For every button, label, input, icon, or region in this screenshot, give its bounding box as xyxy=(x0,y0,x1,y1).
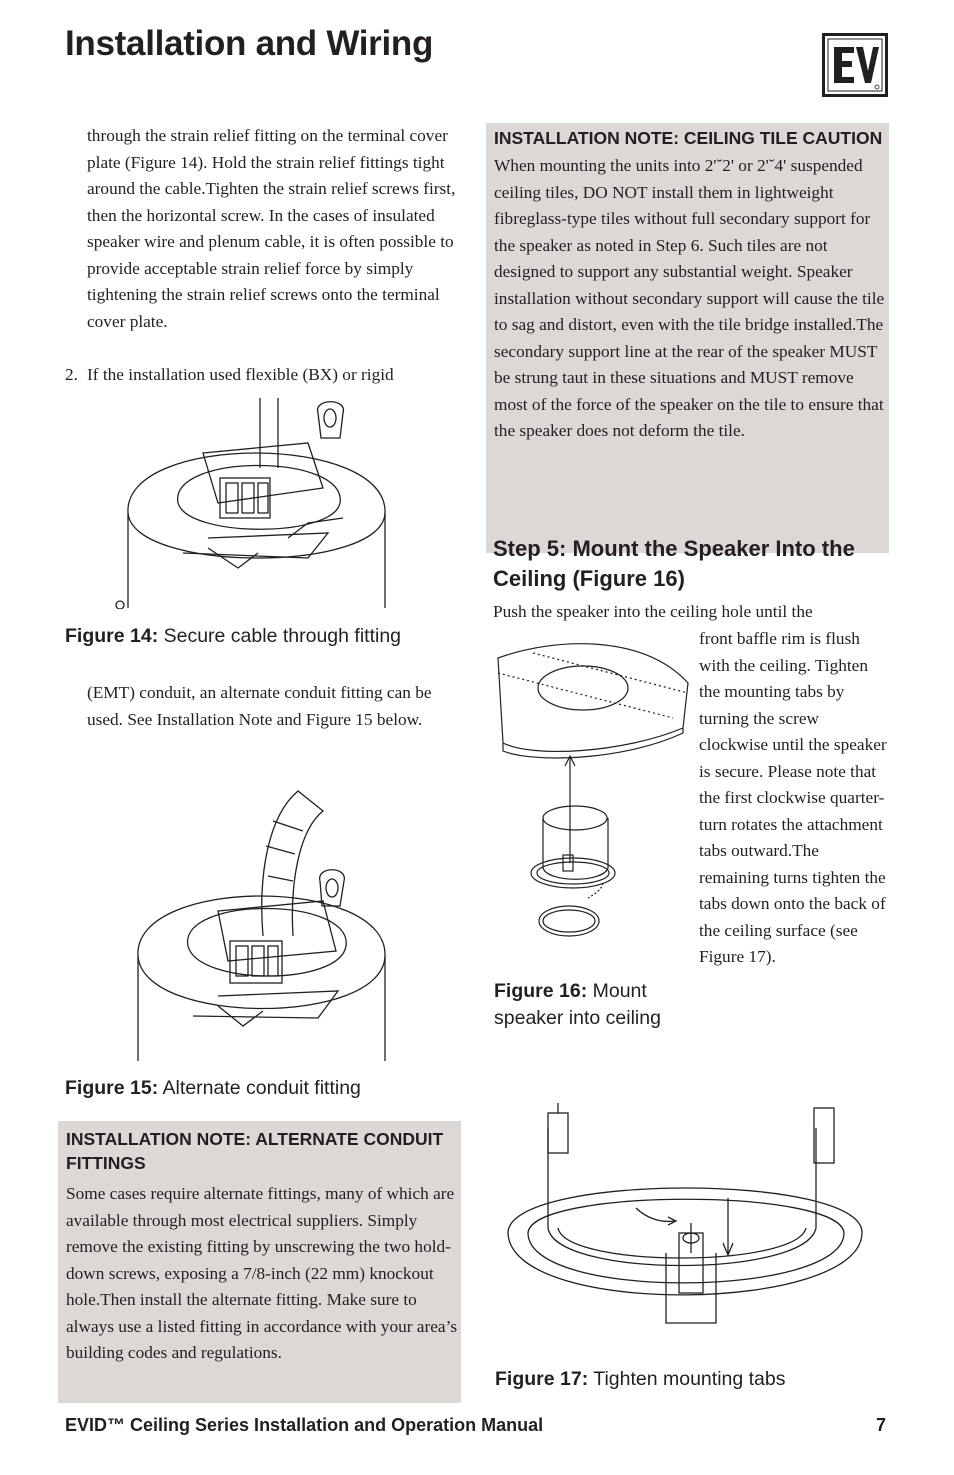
body-paragraph-2 xyxy=(87,680,465,733)
step-5-heading: Step 5: Mount the Speaker Into the Ceiling (Figure 16) xyxy=(493,536,855,591)
figure-caption-text: Alternate conduit fitting xyxy=(162,1077,361,1099)
note-title: INSTALLATION NOTE: ALTERNATE CONDUIT FITTINGS xyxy=(66,1129,444,1173)
figure-caption-text: Mount speaker into ceiling xyxy=(494,980,661,1029)
figure-17-caption xyxy=(495,1366,786,1393)
figure-16-illustration xyxy=(493,633,693,948)
figure-label: Figure 17: xyxy=(495,1368,589,1390)
list-text: If the installation used flexible (BX) or rigid xyxy=(87,365,394,384)
figure-caption-text: Secure cable through fitting xyxy=(163,625,402,647)
footer-title: EVID™ Ceiling Series Installation and Operation Manual xyxy=(65,1415,544,1435)
step-5-body: front baffle rim is flush with the ceiling. Tighten the mounting tabs by turning the screw clockwise until the speaker is secure. Please note that the first clockwise quarter-turn rotates the attachment tabs outward.The remaining turns tighten the tabs down onto the back of the ceiling surface (see Figure 17). xyxy=(699,629,887,966)
list-number: 2. xyxy=(65,365,78,384)
paragraph-emt-conduit: (EMT) conduit, an alternate conduit fitting can be used. See Installation Note and Figure 15 below. xyxy=(87,683,432,729)
page-title: Installation and Wiring xyxy=(65,24,434,63)
figure-caption-text: Tighten mounting tabs xyxy=(593,1368,786,1390)
figure-14-caption xyxy=(65,623,401,650)
figure-label: Figure 15: xyxy=(65,1077,159,1099)
figure-label: Figure 14: xyxy=(65,625,159,647)
figure-15-illustration xyxy=(108,786,408,1064)
page-number: 7 xyxy=(876,1415,887,1435)
installation-note-ceiling-tile xyxy=(486,123,889,553)
step-5-intro: Push the speaker into the ceiling hole until the xyxy=(493,602,813,621)
note-body: When mounting the units into 2'˘2' or 2'˘4' suspended ceiling tiles, DO NOT install them in lightweight fibreglass-type tiles without full secondary support for the speaker as noted in Step 6. Such tiles are not designed to support any substantial weight. Speaker installation without secondary support will cause the tile to sag and distort, even with the tile bridge installed.The secondary support line at the rear of the speaker MUST be strung taut in these situations and MUST remove most of the force of the speaker on the tile to ensure that the speaker does not deform the tile. xyxy=(494,156,885,440)
note-title: INSTALLATION NOTE: CEILING TILE CAUTION xyxy=(494,128,883,148)
figure-label: Figure 16: xyxy=(494,980,588,1002)
note-body: Some cases require alternate fittings, many of which are available through most electrical suppliers. Simply remove the existing fitting by unscrewing the two hold-down screws, exposing a 7/8-inch (22 mm) knockout hole.Then install the alternate fitting. Make sure to always use a listed fitting in accordance with your area’s building codes and regulations. xyxy=(66,1184,458,1362)
installation-note-alternate-fittings xyxy=(58,1121,461,1403)
figure-15-caption xyxy=(65,1075,361,1102)
figure-14-illustration xyxy=(108,393,408,609)
ev-logo xyxy=(822,33,888,97)
figure-17-illustration xyxy=(506,1103,866,1353)
body-paragraph-1 xyxy=(87,123,465,335)
list-item-2 xyxy=(65,362,465,389)
paragraph-strain-relief: through the strain relief fitting on the terminal cover plate (Figure 14). Hold the strain relief fittings tight around the cable.Tighten the strain relief screws first, then the horizontal screw. In the cases of insulated speaker wire and plenum cable, it is often possible to provide acceptable strain relief force by simply tightening the strain relief screws onto the terminal cover plate. xyxy=(87,126,456,331)
figure-16-caption xyxy=(494,978,694,1032)
